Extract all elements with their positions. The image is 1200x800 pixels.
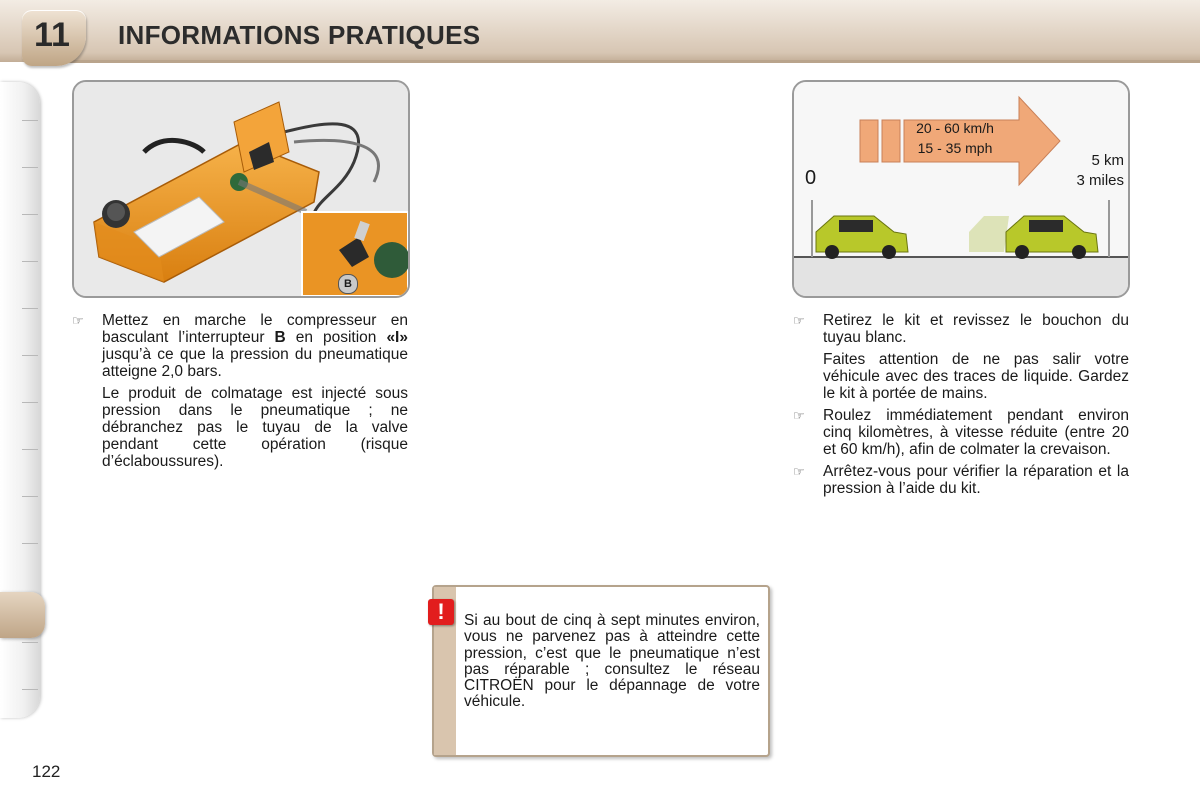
compressor-kit-illustration [72,80,410,298]
header-rule [60,60,1200,63]
distance-km-label: 5 km [1091,152,1124,169]
speed-mph-label: 15 - 35 mph [917,140,993,156]
switch-callout-label: B [338,274,358,294]
thumb-divider [22,689,38,690]
distance-miles-label: 3 miles [1076,172,1124,189]
thumb-divider [22,402,38,403]
thumb-divider [22,355,38,356]
drive-distance-diagram [792,80,1130,298]
chapter-number: 11 [34,16,70,54]
page-number: 122 [32,762,61,781]
thumb-divider [22,642,38,643]
warning-text: Si au bout de cinq à sept minutes environ, vous ne parvenez pas à atteindre cette pression, c’est que le pneumatique n’est pas réparable ; consultez le réseau CITROËN pour le dépannage de votre véhicule. [464,612,760,711]
step-remove-kit-note: Faites attention de ne pas salir votre véhicule avec des traces de liquide. Gardez le kit à portée de mains. [823,351,1129,402]
right-column-text [793,312,1129,502]
step-remove-kit: ☞ Retirez le kit et revissez le bouchon du tuyau blanc. [793,312,1129,346]
step-compressor-on: ☞ Mettez en marche le compresseur en basculant l’interrupteur B en position «I» jusqu’à ce que la pression du pneumatique atteigne 2,0 bars. [72,312,408,380]
chapter-title: INFORMATIONS PRATIQUES [118,20,481,50]
thumb-divider [22,167,38,168]
pointing-hand-icon: ☞ [72,313,84,328]
thumb-divider [22,496,38,497]
pointing-hand-icon: ☞ [793,408,805,423]
thumb-divider [22,543,38,544]
warning-box [432,585,770,757]
step-check: ☞ Arrêtez-vous pour vérifier la réparation et la pression à l’aide du kit. [793,463,1129,497]
thumb-divider [22,449,38,450]
thumb-divider [22,261,38,262]
left-column-text [72,312,408,475]
thumb-tab-active[interactable] [0,592,45,638]
warning-exclamation-icon: ! [428,599,454,625]
thumb-divider [22,120,38,121]
pointing-hand-icon: ☞ [793,464,805,479]
thumb-divider [22,308,38,309]
start-label: 0 [805,167,817,189]
thumb-divider [22,214,38,215]
step-drive: ☞ Roulez immédiatement pendant environ cinq kilomètres, à vitesse réduite (entre 20 et 60 km/h), afin de colmater la crevaison. [793,407,1129,458]
step-compressor-note: Le produit de colmatage est injecté sous pression dans le pneumatique ; ne débranchez pas le tuyau de la valve pendant cette opération (risque d’éclaboussures). [102,385,408,470]
speed-kmh-label: 20 - 60 km/h [916,120,994,136]
pointing-hand-icon: ☞ [793,313,805,328]
